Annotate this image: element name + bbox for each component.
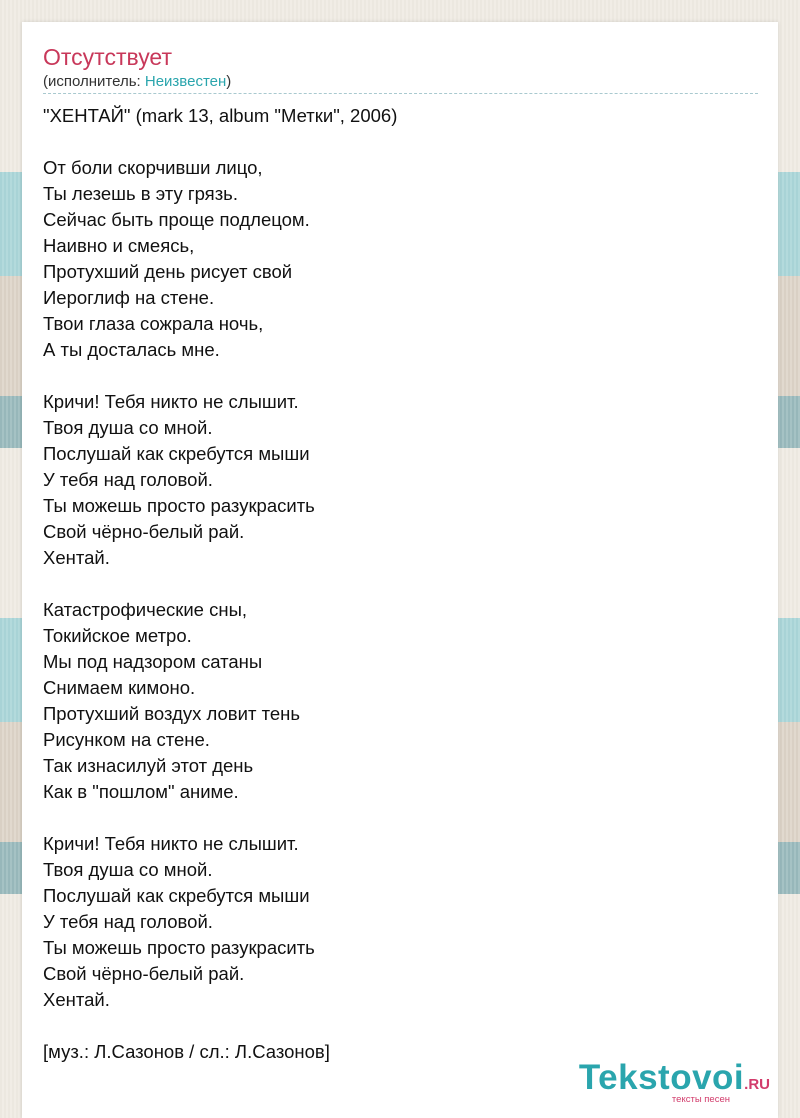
- lyric-line: От боли скорчивши лицо,: [43, 157, 263, 178]
- lyric-line: Кричи! Тебя никто не слышит.: [43, 833, 299, 854]
- lyric-line: Рисунком на стене.: [43, 729, 210, 750]
- lyric-line: Хентай.: [43, 547, 110, 568]
- lyric-line: Снимаем кимоно.: [43, 677, 196, 698]
- lyric-line: Как в "пошлом" аниме.: [43, 781, 239, 802]
- lyric-line: Мы под надзором сатаны: [43, 651, 263, 672]
- lyric-line: Наивно и смеясь,: [43, 235, 195, 256]
- artist-line: [43, 72, 231, 92]
- site-logo[interactable]: [578, 1058, 770, 1105]
- lyric-line: Ты можешь просто разукрасить: [43, 495, 315, 516]
- blank-line: [43, 363, 758, 389]
- lyrics-sheet: [22, 22, 778, 1118]
- blank-line: [43, 1013, 758, 1039]
- logo-name: Tekstovoi: [578, 1058, 745, 1097]
- artist-suffix: ): [226, 73, 232, 90]
- lyric-line: У тебя над головой.: [43, 911, 213, 932]
- logo-domain: .RU: [744, 1076, 770, 1093]
- lyric-line: Катастрофические сны,: [43, 599, 248, 620]
- lyric-line: Твоя душа со мной.: [43, 859, 213, 880]
- lyric-line: Хентай.: [43, 989, 110, 1010]
- lyric-line: А ты досталась мне.: [43, 339, 220, 360]
- blank-line: [43, 571, 758, 597]
- lyric-line: Так изнасилуй этот день: [43, 755, 254, 776]
- lyric-line: Протухший воздух ловит тень: [43, 703, 300, 724]
- dashed-divider: [43, 93, 758, 94]
- lyric-line: Кричи! Тебя никто не слышит.: [43, 391, 299, 412]
- lyric-line: Твои глаза сожрала ночь,: [43, 313, 264, 334]
- lyrics-text: [43, 103, 758, 1065]
- lyric-line: Послушай как скребутся мыши: [43, 885, 310, 906]
- lyric-line: "ХЕНТАЙ" (mark 13, album "Метки", 2006): [43, 105, 398, 126]
- lyric-line: [муз.: Л.Сазонов / сл.: Л.Сазонов]: [43, 1041, 330, 1062]
- song-title: Отсутствует: [43, 44, 172, 70]
- lyric-line: Свой чёрно-белый рай.: [43, 963, 245, 984]
- lyric-line: Свой чёрно-белый рай.: [43, 521, 245, 542]
- artist-link[interactable]: Неизвестен: [144, 73, 227, 90]
- artist-prefix: (исполнитель:: [43, 73, 145, 90]
- lyric-line: Иероглиф на стене.: [43, 287, 215, 308]
- lyric-line: У тебя над головой.: [43, 469, 213, 490]
- blank-line: [43, 805, 758, 831]
- blank-line: [43, 129, 758, 155]
- lyric-line: Сейчас быть проще подлецом.: [43, 209, 310, 230]
- logo-tagline: тексты песен: [671, 1094, 730, 1105]
- lyric-line: Ты можешь просто разукрасить: [43, 937, 315, 958]
- lyric-line: Токийское метро.: [43, 625, 192, 646]
- lyric-line: Протухший день рисует свой: [43, 261, 293, 282]
- lyric-line: Ты лезешь в эту грязь.: [43, 183, 238, 204]
- lyric-line: Твоя душа со мной.: [43, 417, 213, 438]
- lyric-line: Послушай как скребутся мыши: [43, 443, 310, 464]
